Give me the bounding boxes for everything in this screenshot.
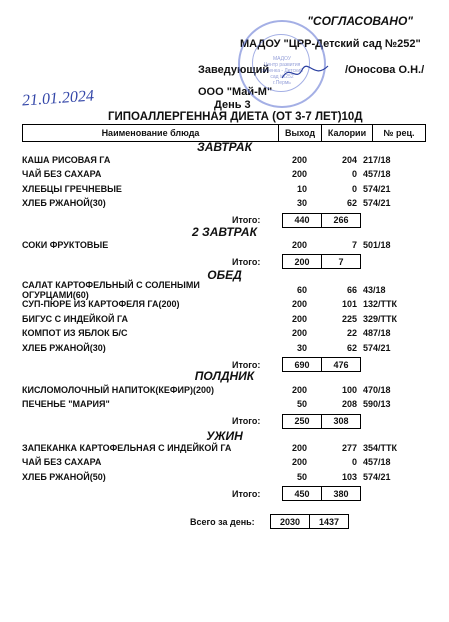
meal-total-cal: 476 bbox=[322, 357, 361, 372]
table-row bbox=[22, 280, 421, 300]
col-cal-header: Калории bbox=[322, 125, 373, 141]
stamp-line: МАДОУ bbox=[272, 56, 291, 62]
dish-output: 200 bbox=[291, 385, 307, 395]
dish-name: ХЛЕБЦЫ ГРЕЧНЕВЫЕ bbox=[22, 183, 122, 194]
dish-calories: 208 bbox=[341, 399, 357, 410]
table-row bbox=[22, 167, 421, 181]
dish-output: 200 bbox=[291, 155, 307, 165]
meal-total-cal: 7 bbox=[322, 254, 361, 269]
table-row bbox=[22, 297, 421, 311]
dish-recipe: 354/ТТК bbox=[363, 443, 398, 453]
dish-calories: 0 bbox=[351, 183, 357, 194]
table-row bbox=[22, 312, 421, 326]
dish-calories: 62 bbox=[346, 198, 357, 209]
diet-title: ГИПОАЛЛЕРГЕННАЯ ДИЕТА (ОТ 3-7 ЛЕТ)10Д bbox=[108, 111, 363, 123]
grand-total-out: 2030 bbox=[270, 514, 310, 529]
dish-calories: 7 bbox=[351, 240, 357, 250]
table-row bbox=[22, 182, 421, 196]
dish-output: 200 bbox=[291, 169, 307, 180]
meal-title: УЖИН bbox=[206, 429, 243, 443]
table-row bbox=[22, 341, 421, 355]
col-name-header: Наименование блюда bbox=[23, 125, 279, 141]
dish-calories: 277 bbox=[341, 443, 357, 453]
stamp-line: сад №252 bbox=[270, 74, 294, 80]
dish-name: ПЕЧЕНЬЕ "МАРИЯ" bbox=[22, 399, 110, 410]
dish-output: 30 bbox=[296, 342, 307, 353]
dish-recipe: 501/18 bbox=[363, 240, 391, 250]
dish-name: САЛАТ КАРТОФЕЛЬНЫЙ С СОЛЕНЫМИ ОГУРЦАМИ(60) bbox=[22, 280, 200, 300]
org-name: МАДОУ "ЦРР-Детский сад №252" bbox=[240, 38, 421, 50]
table-row bbox=[22, 383, 421, 397]
stamp-line: ребенка - Детский bbox=[261, 68, 303, 74]
dish-recipe: 574/21 bbox=[363, 342, 391, 353]
handwritten-date: 21.01.2024 bbox=[21, 87, 95, 110]
dish-output: 60 bbox=[296, 285, 307, 295]
dish-recipe: 217/18 bbox=[363, 155, 391, 165]
day-label: День 3 bbox=[214, 99, 251, 111]
meal-total-cal: 266 bbox=[322, 213, 361, 228]
dish-recipe: 574/21 bbox=[363, 198, 391, 209]
dish-name: КИСЛОМОЛОЧНЫЙ НАПИТОК(КЕФИР)(200) bbox=[22, 385, 214, 395]
dish-calories: 22 bbox=[346, 328, 357, 339]
dish-name: КАША РИСОВАЯ ГА bbox=[22, 155, 111, 165]
dish-name: СОКИ ФРУКТОВЫЕ bbox=[22, 240, 109, 250]
grand-total-cal: 1437 bbox=[310, 514, 349, 529]
dish-recipe: 574/21 bbox=[363, 471, 391, 482]
meal-total-out: 440 bbox=[282, 213, 322, 228]
dish-output: 200 bbox=[291, 457, 307, 468]
dish-output: 50 bbox=[296, 399, 307, 410]
dish-recipe: 487/18 bbox=[363, 328, 391, 339]
dish-name: ЧАЙ БЕЗ САХАРА bbox=[22, 169, 102, 180]
dish-output: 200 bbox=[291, 443, 307, 453]
meal-total-cal: 380 bbox=[322, 486, 361, 501]
dish-calories: 103 bbox=[341, 471, 357, 482]
dish-recipe: 43/18 bbox=[363, 285, 386, 295]
dish-output: 30 bbox=[296, 198, 307, 209]
meal-total-label: Итого: bbox=[232, 215, 261, 226]
meal-total-label: Итого: bbox=[232, 416, 261, 427]
dish-name: ХЛЕБ РЖАНОЙ(50) bbox=[22, 471, 106, 482]
head-name: /Оносова О.Н./ bbox=[345, 64, 425, 76]
dish-recipe: 132/ТТК bbox=[363, 299, 398, 310]
dish-output: 200 bbox=[291, 328, 307, 339]
meal-title: ЗАВТРАК bbox=[197, 140, 252, 154]
dish-calories: 0 bbox=[351, 457, 357, 468]
meal-title: 2 ЗАВТРАК bbox=[192, 225, 257, 239]
grand-total bbox=[190, 514, 349, 529]
dish-recipe: 574/21 bbox=[363, 183, 391, 194]
meal-total-label: Итого: bbox=[232, 256, 261, 267]
table-row bbox=[22, 326, 421, 340]
table-row bbox=[22, 153, 421, 167]
dish-name: ЗАПЕКАНКА КАРТОФЕЛЬНАЯ С ИНДЕЙКОЙ ГА bbox=[22, 443, 232, 453]
meal-total bbox=[232, 414, 361, 429]
dish-calories: 0 bbox=[351, 169, 357, 180]
dish-calories: 101 bbox=[341, 299, 357, 310]
dish-name: БИГУС С ИНДЕЙКОЙ ГА bbox=[22, 313, 128, 324]
meal-total-cal: 308 bbox=[322, 414, 361, 429]
head-label: Заведующий bbox=[198, 64, 270, 76]
col-out-header: Выход bbox=[279, 125, 322, 141]
supplier-name: ООО "Май-М" bbox=[198, 86, 273, 98]
dish-name: ХЛЕБ РЖАНОЙ(30) bbox=[22, 342, 106, 353]
dish-calories: 62 bbox=[346, 342, 357, 353]
dish-name: СУП-ПЮРЕ ИЗ КАРТОФЕЛЯ ГА(200) bbox=[22, 299, 180, 310]
meal-total-label: Итого: bbox=[232, 488, 261, 499]
dish-output: 200 bbox=[291, 240, 307, 250]
stamp-line: г.Пермь bbox=[273, 80, 291, 86]
dish-calories: 100 bbox=[341, 385, 357, 395]
meal-total-label: Итого: bbox=[232, 359, 261, 370]
dish-name: ХЛЕБ РЖАНОЙ(30) bbox=[22, 198, 106, 209]
dish-calories: 66 bbox=[346, 285, 357, 295]
dish-calories: 204 bbox=[341, 155, 357, 165]
dish-output: 200 bbox=[291, 313, 307, 324]
table-row bbox=[22, 441, 421, 455]
meal-total-out: 200 bbox=[282, 254, 322, 269]
table-row bbox=[22, 397, 421, 411]
signature bbox=[280, 60, 330, 86]
stamp-line: Центр развития bbox=[263, 62, 301, 68]
dish-calories: 225 bbox=[341, 313, 357, 324]
meal-total bbox=[232, 486, 361, 501]
table-row bbox=[22, 455, 421, 469]
dish-recipe: 470/18 bbox=[363, 385, 391, 395]
dish-recipe: 457/18 bbox=[363, 169, 391, 180]
dish-name: КОМПОТ ИЗ ЯБЛОК Б/С bbox=[22, 328, 128, 339]
dish-recipe: 329/ТТК bbox=[363, 313, 398, 324]
dish-name: ЧАЙ БЕЗ САХАРА bbox=[22, 457, 102, 468]
dish-output: 10 bbox=[296, 183, 307, 194]
table-row bbox=[22, 196, 421, 210]
dish-output: 200 bbox=[291, 299, 307, 310]
grand-total-label: Всего за день: bbox=[190, 516, 255, 527]
table-row bbox=[22, 238, 421, 252]
meal-total-out: 450 bbox=[282, 486, 322, 501]
meal-title: ОБЕД bbox=[207, 268, 242, 282]
table-row bbox=[22, 470, 421, 484]
approved-title: "СОГЛАСОВАНО" bbox=[307, 14, 413, 28]
dish-output: 50 bbox=[296, 471, 307, 482]
col-rec-header: № рец. bbox=[383, 128, 415, 138]
dish-recipe: 590/13 bbox=[363, 399, 391, 410]
meal-total-out: 690 bbox=[282, 357, 322, 372]
meal-title: ПОЛДНИК bbox=[194, 369, 255, 383]
dish-recipe: 457/18 bbox=[363, 457, 391, 468]
meal-total-out: 250 bbox=[282, 414, 322, 429]
